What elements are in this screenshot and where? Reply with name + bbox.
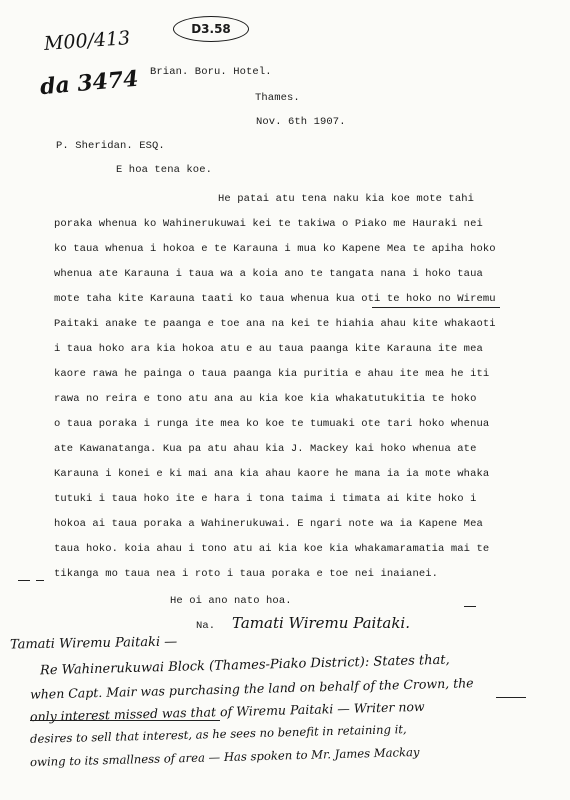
circled-file-code-text: D3.58 (191, 22, 231, 36)
margin-mark (18, 580, 30, 581)
archive-reference-top: M00/413 (43, 27, 131, 55)
letter-date: Nov. 6th 1907. (256, 116, 346, 128)
handwritten-note-line: desires to sell that interest, as he sees no benefit in retaining it, (29, 722, 407, 746)
body-line: Karauna i konei e ki mai ana kia ahau kaore he mana ia ia mote whaka (54, 468, 490, 480)
margin-mark (36, 580, 44, 581)
body-line: ate Kawanatanga. Kua pa atu ahau kia J. Mackey kai hoko whenua ate (54, 443, 477, 455)
body-line: i taua hoko ara kia hokoa atu e au taua paanga kite Karauna ite mea (54, 343, 483, 355)
margin-mark (464, 606, 476, 607)
archive-reference-bottom: da 3474 (39, 65, 140, 101)
body-line: rawa no reira e tono atu ana au kia koe kia whakatutukitia te hoko (54, 393, 477, 405)
letterhead-hotel: Brian. Boru. Hotel. (150, 66, 272, 78)
underline-mark (496, 697, 526, 698)
greeting: E hoa tena koe. (116, 164, 213, 176)
handwritten-note-line: owing to its smallness of area — Has spoken to Mr. James Mackay (29, 744, 420, 770)
body-line: hokoa ai taua poraka a Wahinerukuwai. E ngari note wa ia Kapene Mea (54, 518, 483, 530)
letterhead-town: Thames. (255, 92, 300, 104)
underline-mark (30, 720, 220, 721)
body-line: o taua poraka i runga ite mea ko koe te tumuaki ote tari hoko whenua (54, 418, 490, 430)
body-line: ko taua whenua i hokoa e te Karauna i mua ko Kapene Mea te apiha hoko (54, 243, 496, 255)
body-line: taua hoko. koia ahau i tono atu ai kia koe kia whakamaramatia mai te (54, 543, 490, 555)
body-line: mote taha kite Karauna taati ko taua whenua kua oti te hoko no Wiremu (54, 293, 496, 305)
body-line: poraka whenua ko Wahinerukuwai kei te takiwa o Piako me Hauraki nei (54, 218, 483, 230)
circled-file-code (173, 16, 249, 42)
closing: He oi ano nato hoa. (170, 595, 292, 607)
handwritten-note-line: Re Wahinerukuwai Block (Thames-Piako District): States that, (39, 652, 450, 679)
addressee: P. Sheridan. ESQ. (56, 140, 165, 152)
signature: Tamati Wiremu Paitaki. (232, 614, 410, 632)
signature-prefix: Na. (196, 620, 216, 632)
handwritten-note-line: Tamati Wiremu Paitaki — (9, 634, 178, 653)
body-line: Paitaki anake te paanga e toe ana na kei te hiahia ahau kite whakaoti (54, 318, 496, 330)
body-line: kaore rawa he painga o taua paanga kia puritia e ahau ite mea he iti (54, 368, 490, 380)
body-line: whenua ate Karauna i taua wa a koia ano te tangata nana i hoko taua (54, 268, 483, 280)
handwritten-note-line: when Capt. Mair was purchasing the land on behalf of the Crown, the (29, 675, 474, 702)
body-line: He patai atu tena naku kia koe mote tahi (218, 193, 475, 205)
body-line: tikanga mo taua nea i roto i taua poraka e toe nei inaianei. (54, 568, 439, 580)
body-line: tutuki i taua hoko ite e hara i tona taima i timata ai kite hoko i (54, 493, 477, 505)
handwritten-note-line: only interest missed was that of Wiremu Paitaki — Writer now (29, 698, 425, 725)
underline-mark (372, 307, 500, 308)
